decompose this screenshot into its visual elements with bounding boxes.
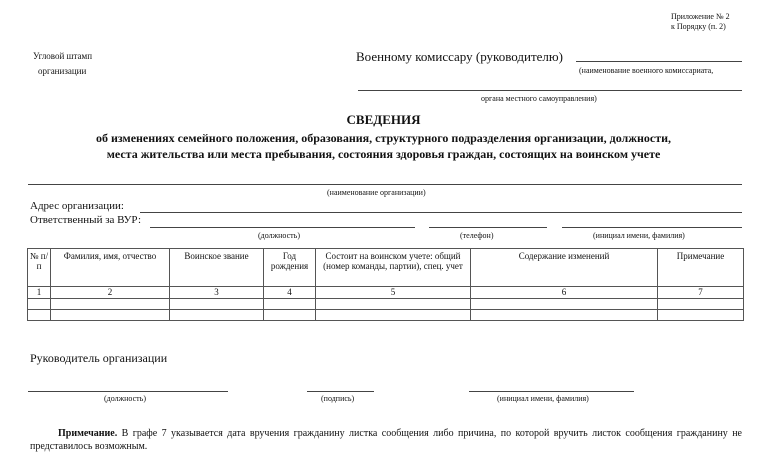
column-number: 6 — [471, 287, 658, 299]
column-number: 4 — [264, 287, 316, 299]
table-cell[interactable] — [28, 310, 51, 321]
table-cell[interactable] — [51, 299, 170, 310]
table-cell[interactable] — [51, 310, 170, 321]
responsible-label: Ответственный за ВУР: — [30, 214, 141, 226]
organization-name-line — [28, 184, 742, 185]
addressee-caption-1: (наименование военного комиссариата, — [579, 66, 714, 75]
table-cell[interactable] — [471, 310, 658, 321]
organization-name-caption: (наименование организации) — [327, 188, 426, 197]
column-number: 2 — [51, 287, 170, 299]
table-cell[interactable] — [170, 310, 264, 321]
table-cell[interactable] — [658, 299, 744, 310]
header-number: № п/п — [28, 249, 51, 287]
column-number: 5 — [316, 287, 471, 299]
responsible-name-line[interactable] — [562, 227, 742, 228]
document-subtitle-1: об изменениях семейного положения, образования, структурного подразделения организации, должности, — [95, 131, 672, 145]
responsible-phone-line[interactable] — [429, 227, 547, 228]
signature-sign-line[interactable] — [307, 391, 374, 392]
responsible-position-caption: (должность) — [258, 231, 300, 240]
header-birth-year: Год рождения — [264, 249, 316, 287]
footnote — [30, 427, 742, 453]
header-note: Примечание — [658, 249, 744, 287]
responsible-name-caption: (инициал имени, фамилия) — [593, 231, 685, 240]
signature-name-line[interactable] — [469, 391, 634, 392]
table-cell[interactable] — [264, 310, 316, 321]
table-cell[interactable] — [471, 299, 658, 310]
addressee-label: Военному комиссару (руководителю) — [356, 49, 563, 64]
address-label: Адрес организации: — [30, 200, 124, 212]
table-cell[interactable] — [316, 310, 471, 321]
table-column-numbers-row — [28, 287, 744, 299]
appendix-line-2: к Порядку (п. 2) — [671, 22, 726, 31]
address-line[interactable] — [140, 212, 742, 213]
addressee-caption-2: органа местного самоуправления) — [481, 94, 597, 103]
footnote-label: Примечание. — [58, 428, 118, 439]
table-cell[interactable] — [264, 299, 316, 310]
stamp-line-2: организации — [38, 66, 87, 76]
stamp-line-1: Угловой штамп — [33, 51, 93, 61]
signature-position-caption: (должность) — [104, 394, 146, 403]
document-subtitle-2: места жительства или места пребывания, состояния здоровья граждан, состоящих на воинском учете — [106, 147, 661, 161]
table-cell[interactable] — [28, 299, 51, 310]
changes-table — [27, 248, 744, 321]
table-header-row — [28, 249, 744, 287]
column-number: 7 — [658, 287, 744, 299]
header-registration: Состоит на воинском учете: общий (номер команды, партии), спец. учет — [316, 249, 471, 287]
header-changes: Содержание изменений — [471, 249, 658, 287]
responsible-phone-caption: (телефон) — [460, 231, 494, 240]
addressee-line-1 — [576, 61, 742, 62]
column-number: 1 — [28, 287, 51, 299]
table-cell[interactable] — [170, 299, 264, 310]
signature-position-line[interactable] — [28, 391, 228, 392]
responsible-position-line[interactable] — [150, 227, 415, 228]
table-cell[interactable] — [658, 310, 744, 321]
signature-name-caption: (инициал имени, фамилия) — [497, 394, 589, 403]
appendix-line-1: Приложение № 2 — [671, 12, 730, 21]
signature-sign-caption: (подпись) — [321, 394, 355, 403]
head-of-organization-label: Руководитель организации — [30, 351, 168, 365]
table-row — [28, 310, 744, 321]
column-number: 3 — [170, 287, 264, 299]
document-title: СВЕДЕНИЯ — [346, 112, 421, 127]
addressee-line-2 — [358, 90, 742, 91]
header-full-name: Фамилия, имя, отчество — [51, 249, 170, 287]
footnote-text: В графе 7 указывается дата вручения гражданину листка сообщения либо причина, по которой вручить листок сообщения гражданину не представилось возможным. — [30, 428, 742, 452]
header-rank: Воинское звание — [170, 249, 264, 287]
table-row — [28, 299, 744, 310]
table-cell[interactable] — [316, 299, 471, 310]
